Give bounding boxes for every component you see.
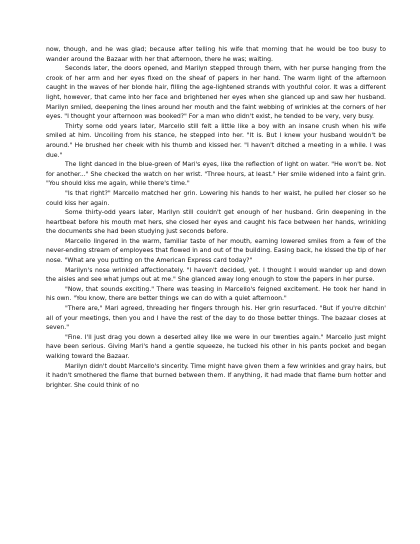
paragraph: "Now, that sounds exciting." There was teasing in Marcello's feigned excitement. He took her hand in his own. "You know, there are better things we can do with a quiet afternoon."	[46, 285, 386, 303]
paragraph: The light danced in the blue-green of Mari's eyes, like the reflection of light on water. "He won't be. Not for another..." She checked the watch on her wrist. "Three hours, at least." Her smile widened into a faint grin. "You should kiss me again, while there's time."	[46, 161, 386, 188]
paragraph: Thirty some odd years later, Marcello still felt a little like a boy with an insane crush when his wife smiled at him. Uncoiling from his stance, he stepped into her. "It is. But I knew your husband wouldn't be around." He brushed her cheek with his thumb and kissed her. "I haven't ditched a meeting in a while. I was due."	[46, 122, 386, 159]
paragraph: "Is that right?" Marcello matched her grin. Lowering his hands to her waist, he pulled her closer so he could kiss her again.	[46, 189, 386, 207]
paragraph: Seconds later, the doors opened, and Marilyn stepped through them, with her purse hanging from the crook of her arm and her eyes fixed on the sheaf of papers in her hand. The warm light of the afternoon caught in the waves of her blonde hair, filling the age-lightened strands with youthful color. It was a different light, however, that came into her face and brightened her eyes when she glanced up and saw her husband. Marilyn smiled, deepening the lines around her mouth and the faint webbing of wrinkles at the corners of her eyes. "I thought your afternoon was booked?" For a man who didn't exist, he tended to be very, very busy.	[46, 65, 386, 121]
paragraph: Marcello lingered in the warm, familiar taste of her mouth, earning lowered smiles from a few of the never-ending stream of employees that flowed in and out of the building. Easing back, he kissed the tip of her nose. "What are you putting on the American Express card today?"	[46, 237, 386, 265]
paragraph: Marilyn didn't doubt Marcello's sincerity. Time might have given them a few wrinkles and gray hairs, but it hadn't smothered the flame that burned between them. If anything, it had made that flame burn hotter and brighter. She could think of no	[46, 362, 386, 389]
paragraph: Some thirty-odd years later, Marilyn still couldn't get enough of her husband. Grin deepening in the heartbeat before his mouth met hers, she closed her eyes and caught his face between her hands, wrinkling the documents she had been studying just seconds before.	[46, 209, 386, 236]
paragraph: Marilyn's nose wrinkled affectionately. "I haven't decided, yet. I thought I would wander up and down the aisles and see what jumps out at me." She glanced away long enough to stow the papers in her purse.	[46, 266, 386, 284]
paragraph: "There are," Mari agreed, threading her fingers through his. Her grin resurfaced. "But if you're ditchin' all of your meetings, then you and I have the rest of the day to do those better things. The bazaar closes at seven."	[46, 305, 386, 332]
paragraph: now, though, and he was glad; because after telling his wife that morning that he would be too busy to wander around the Bazaar with her that afternoon, there he was; waiting.	[46, 46, 386, 63]
paragraph: "Fine. I'll just drag you down a deserted alley like we were in our twenties again." Marcello just might have been serious. Giving Mari's hand a gentle squeeze, he tucked his other in his pants pocket and began walking toward the Bazaar.	[46, 333, 386, 360]
body-text	[46, 45, 386, 390]
